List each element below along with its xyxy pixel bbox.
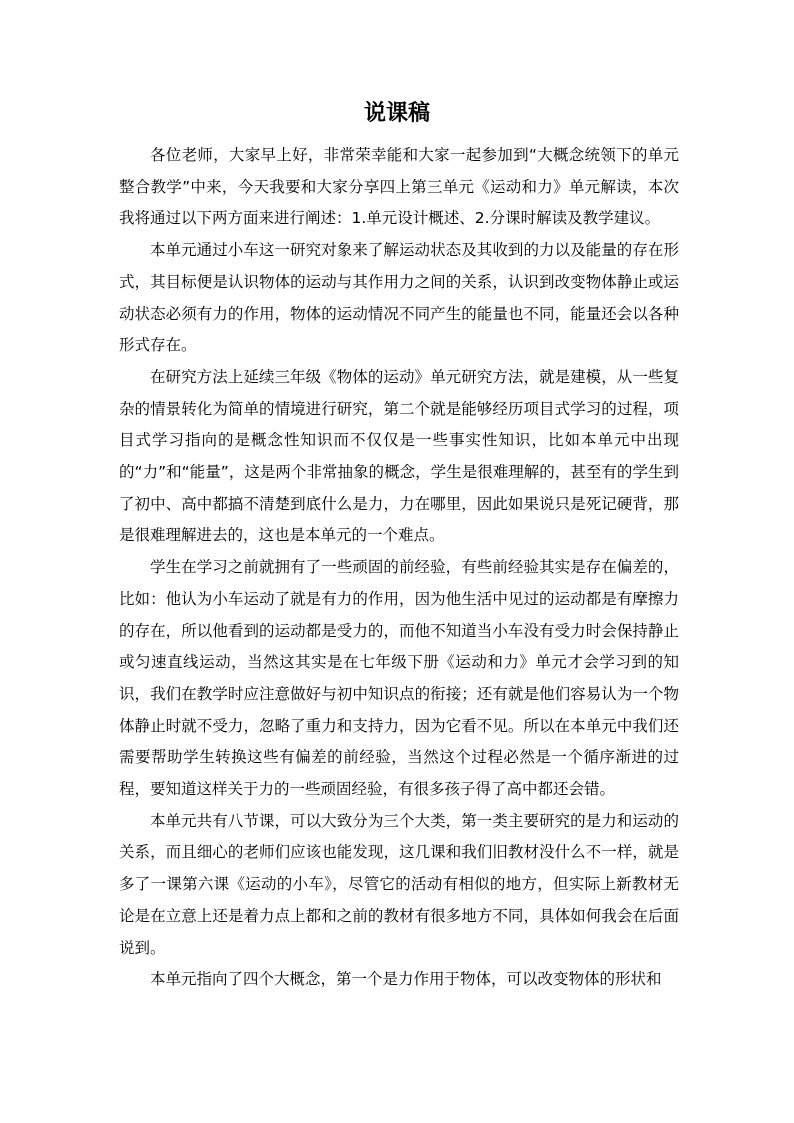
paragraph: 学生在学习之前就拥有了一些顽固的前经验，有些前经验其实是存在偏差的，比如：他认为小车运动了就是有力的作用，因为他生活中见过的运动都是有摩擦力的存在，所以他看到的运动都是受力的，而他不知道当小车没有受力时会保持静止或匀速直线运动，当然这其实是在七年级下册《运动和力》单元才会学习到的知识，我们在教学时应注意做好与初中知识点的衔接；还有就是他们容易认为一个物体静止时就不受力，忽略了重力和支持力，因为它看不见。所以在本单元中我们还需要帮助学生转换这些有偏差的前经验，当然这个过程必然是一个循序渐进的过程，要知道这样关于力的一些顽固经验，有很多孩子得了高中都还会错。 [119,558,679,799]
paragraph: 在研究方法上延续三年级《物体的运动》单元研究方法，就是建模，从一些复杂的情景转化为简单的情境进行研究，第二个就是能够经历项目式学习的过程，项目式学习指向的是概念性知识而不仅仅是一些事实性知识，比如本单元中出现的“力”和“能量”，这是两个非常抽象的概念，学生是很难理解的，甚至有的学生到了初中、高中都搞不清楚到底什么是力，力在哪里，因此如果说只是死记硬背，那是很难理解进去的，这也是本单元的一个难点。 [119,367,679,545]
paragraph: 本单元共有八节课，可以大致分为三个大类，第一类主要研究的是力和运动的关系，而且细心的老师们应该也能发现，这几课和我们旧教材没什么不一样，就是多了一课第六课《运动的小车》，尽管它的活动有相似的地方，但实际上新教材无论是在立意上还是着力点上都和之前的教材有很多地方不同，具体如何我会在后面说到。 [119,811,679,957]
paragraph: 本单元指向了四个大概念，第一个是力作用于物体，可以改变物体的形状和 [150,970,662,989]
paragraph: 本单元通过小车这一研究对象来了解运动状态及其收到的力以及能量的存在形式，其目标便是认识物体的运动与其作用力之间的关系，认识到改变物体静止或运动状态必须有力的作用，物体的运动情况不同产生的能量也不同，能量还会以各种形式存在。 [119,241,679,355]
document-body [119,140,679,996]
paragraph: 各位老师，大家早上好，非常荣幸能和大家一起参加到“大概念统领下的单元整合教学”中来，今天我要和大家分享四上第三单元《运动和力》单元解读，本次我将通过以下两方面来进行阐述：1.单元设计概述、2.分课时解读及教学建议。 [119,146,679,228]
document-title: 说课稿 [363,101,430,126]
